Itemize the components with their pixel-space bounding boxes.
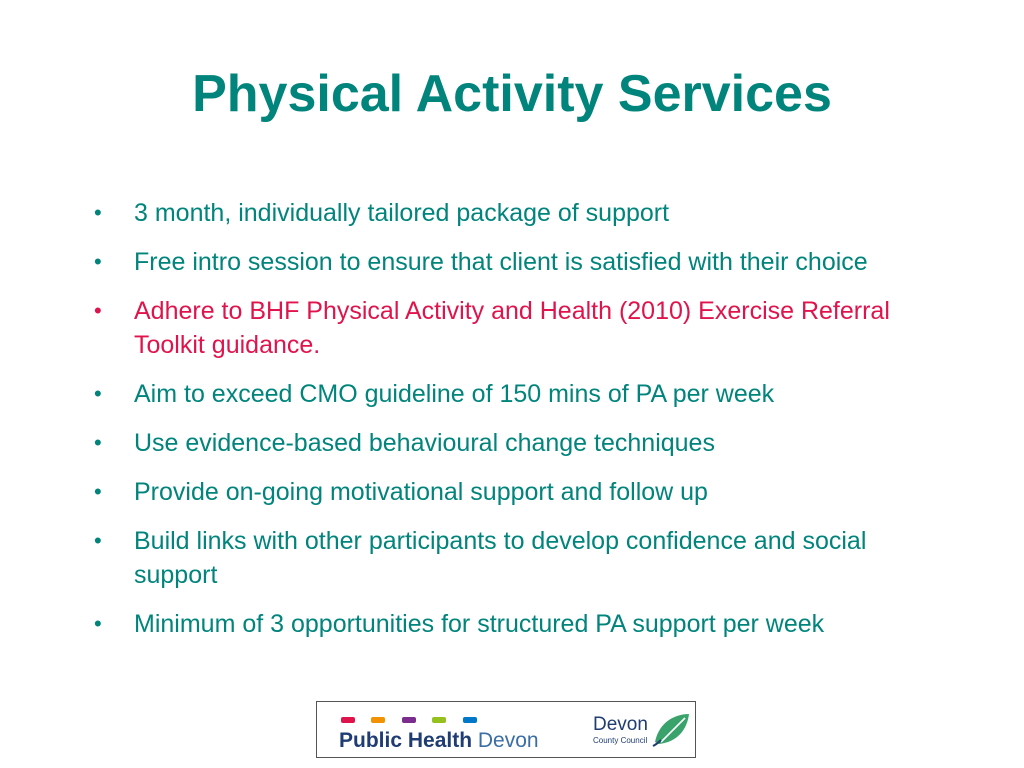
bullet-text: Provide on-going motivational support and follow up bbox=[134, 478, 708, 506]
bullet-item bbox=[94, 245, 954, 279]
bullet-item bbox=[94, 377, 954, 411]
bullet-marker: • bbox=[94, 200, 102, 225]
bullet-item bbox=[94, 607, 954, 641]
logo-dot bbox=[432, 717, 446, 723]
logo-dot bbox=[463, 717, 477, 723]
bullet-text: 3 month, individually tailored package of support bbox=[134, 199, 670, 227]
bullet-item bbox=[94, 196, 954, 230]
bullet-marker: • bbox=[94, 528, 102, 553]
bullet-text: Use evidence-based behavioural change techniques bbox=[134, 429, 715, 457]
devon-text: Devon bbox=[477, 729, 539, 752]
public-health-devon-logo bbox=[316, 701, 696, 758]
bullet-text: Minimum of 3 opportunities for structured PA support per week bbox=[134, 610, 825, 638]
bullet-item bbox=[94, 475, 954, 509]
bullet-marker: • bbox=[94, 381, 102, 406]
bullet-marker: • bbox=[94, 298, 102, 323]
bullet-item bbox=[94, 524, 954, 592]
devon-county-council-logo bbox=[593, 712, 693, 752]
dcc-devon-text: Devon bbox=[593, 714, 648, 735]
public-health-wordmark bbox=[339, 728, 539, 754]
slide-title: Physical Activity Services bbox=[192, 65, 832, 123]
logo-dot bbox=[371, 717, 385, 723]
leaf-icon bbox=[651, 712, 691, 748]
bullet-text: Free intro session to ensure that client is satisfied with their choice bbox=[134, 248, 868, 276]
bullet-text: Aim to exceed CMO guideline of 150 mins of PA per week bbox=[134, 380, 775, 408]
dcc-county-council-text: County Council bbox=[593, 736, 648, 745]
logo-color-dots bbox=[341, 710, 489, 716]
bullet-marker: • bbox=[94, 611, 102, 636]
bullet-text: Build links with other participants to develop confidence and social support bbox=[134, 527, 867, 589]
bullet-marker: • bbox=[94, 479, 102, 504]
logo-dot bbox=[341, 717, 355, 723]
bullet-text: Adhere to BHF Physical Activity and Health (2010) Exercise Referral Toolkit guidance. bbox=[134, 297, 890, 359]
bullet-marker: • bbox=[94, 430, 102, 455]
public-health-text: Public Health bbox=[339, 729, 473, 752]
bullet-marker: • bbox=[94, 249, 102, 274]
bullet-item-highlighted bbox=[94, 294, 954, 362]
bullet-item bbox=[94, 426, 954, 460]
logo-dot bbox=[402, 717, 416, 723]
bullet-list bbox=[94, 196, 954, 656]
